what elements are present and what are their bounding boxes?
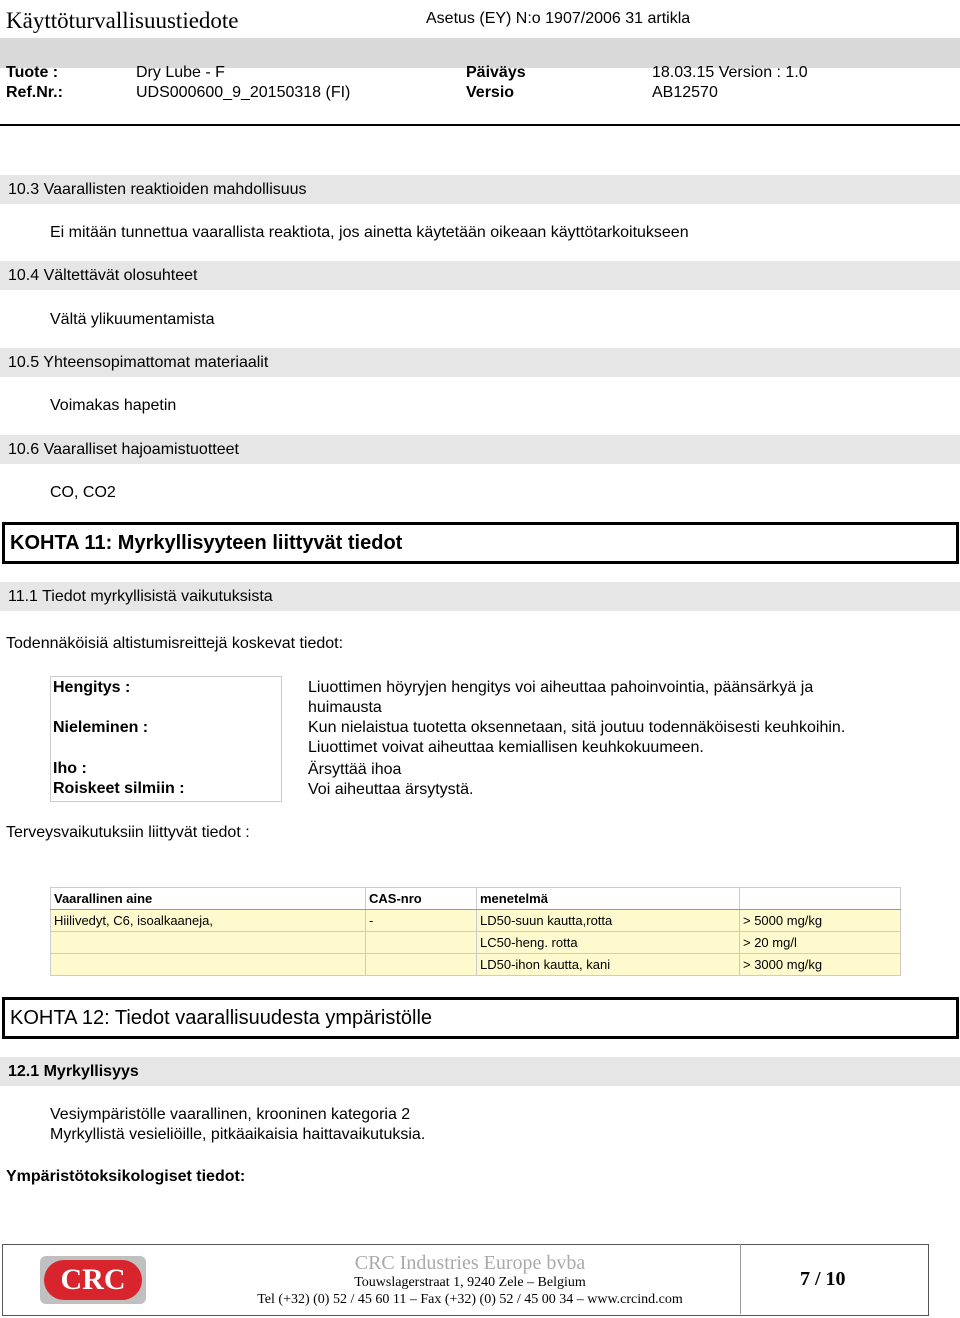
ref-value: UDS000600_9_20150318 (FI) <box>136 84 351 101</box>
header-method: menetelmä <box>477 888 740 910</box>
section-11-1-heading: 11.1 Tiedot myrkyllisistä vaikutuksista <box>0 582 960 611</box>
section-12-1-line-2: Myrkyllistä vesieliöille, pitkäaikaisia haittavaikutuksia. <box>50 1126 426 1143</box>
route-desc-ingestion-1: Kun nielaistua tuotetta oksennetaan, sitä joutuu todennäköisesti keuhkoihin. <box>308 719 846 736</box>
table-row <box>51 954 901 976</box>
date-value: 18.03.15 Version : 1.0 <box>652 64 808 81</box>
header-value <box>740 888 901 910</box>
section-10-5-heading: 10.5 Yhteensopimattomat materiaalit <box>0 348 960 377</box>
kohta-12-heading: KOHTA 12: Tiedot vaarallisuudesta ympäristölle <box>2 997 959 1039</box>
date-label: Päiväys <box>466 64 526 81</box>
company-address: Touwslagerstraat 1, 9240 Zele – Belgium <box>354 1275 586 1290</box>
section-10-4-heading: 10.4 Vältettävät olosuhteet <box>0 261 960 290</box>
cell-value: > 3000 mg/kg <box>740 954 901 976</box>
route-desc-inhalation-1: Liuottimen höyryjen hengitys voi aiheuttaa pahoinvointia, päänsärkyä ja <box>308 679 814 696</box>
company-contact: Tel (+32) (0) 52 / 45 60 11 – Fax (+32) (0) 52 / 45 00 34 – www.crcind.com <box>257 1292 683 1307</box>
route-label-eyes: Roiskeet silmiin : <box>53 780 185 797</box>
route-label-inhalation: Hengitys : <box>53 679 131 696</box>
section-12-1-heading: 12.1 Myrkyllisyys <box>0 1057 960 1086</box>
header-cas: CAS-nro <box>366 888 477 910</box>
crc-logo-text: CRC <box>44 1260 142 1300</box>
table-row <box>51 910 901 932</box>
company-name: CRC Industries Europe bvba <box>354 1252 586 1274</box>
cell-cas <box>366 932 477 954</box>
footer-divider <box>740 1244 741 1314</box>
cell-value: > 20 mg/l <box>740 932 901 954</box>
header-substance: Vaarallinen aine <box>51 888 366 910</box>
kohta-11-heading: KOHTA 11: Myrkyllisyyteen liittyvät tiedot <box>2 522 959 564</box>
route-desc-ingestion-2: Liuottimet voivat aiheuttaa kemiallisen keuhkokuumeen. <box>308 739 704 756</box>
exposure-routes-heading: Todennäköisiä altistumisreittejä koskevat tiedot: <box>6 635 344 652</box>
cell-method: LD50-ihon kautta, kani <box>477 954 740 976</box>
product-label: Tuote : <box>6 64 59 81</box>
section-10-5-text: Voimakas hapetin <box>50 397 177 414</box>
product-value: Dry Lube - F <box>136 64 225 81</box>
route-label-ingestion: Nieleminen : <box>53 719 149 736</box>
section-10-6-text: CO, CO2 <box>50 484 116 501</box>
eco-toxicology-heading: Ympäristötoksikologiset tiedot: <box>6 1168 246 1185</box>
cell-value: > 5000 mg/kg <box>740 910 901 932</box>
toxicity-table <box>50 887 901 976</box>
cell-cas <box>366 954 477 976</box>
section-10-3-text: Ei mitään tunnettua vaarallista reaktiota, jos ainetta käytetään oikeaan käyttötarkoitukseen <box>50 224 689 241</box>
cell-cas: - <box>366 910 477 932</box>
route-desc-skin: Ärsyttää ihoa <box>308 761 402 778</box>
document-title: Käyttöturvallisuustiedote <box>6 8 239 33</box>
cell-substance <box>51 932 366 954</box>
section-10-6-heading: 10.6 Vaaralliset hajoamistuotteet <box>0 435 960 464</box>
regulation-subtitle: Asetus (EY) N:o 1907/2006 31 artikla <box>426 10 691 27</box>
crc-logo <box>40 1256 146 1304</box>
cell-method: LD50-suun kautta,rotta <box>477 910 740 932</box>
cell-method: LC50-heng. rotta <box>477 932 740 954</box>
route-label-skin: Iho : <box>53 760 87 777</box>
version-label: Versio <box>466 84 515 101</box>
ref-label: Ref.Nr.: <box>6 84 63 101</box>
table-header-row <box>51 888 901 910</box>
route-desc-eyes: Voi aiheuttaa ärsytystä. <box>308 781 474 798</box>
section-10-4-text: Vältä ylikuumentamista <box>50 311 215 328</box>
cell-substance <box>51 954 366 976</box>
section-12-1-line-1: Vesiympäristölle vaarallinen, krooninen kategoria 2 <box>50 1106 411 1123</box>
cell-substance: Hiilivedyt, C6, isoalkaaneja, <box>51 910 366 932</box>
header-divider <box>0 124 960 126</box>
health-effects-heading: Terveysvaikutuksiin liittyvät tiedot : <box>6 824 250 841</box>
route-desc-inhalation-2: huimausta <box>308 699 382 716</box>
page-number: 7 / 10 <box>800 1268 846 1290</box>
section-10-3-heading: 10.3 Vaarallisten reaktioiden mahdollisuus <box>0 175 960 204</box>
version-value: AB12570 <box>652 84 718 101</box>
table-row <box>51 932 901 954</box>
